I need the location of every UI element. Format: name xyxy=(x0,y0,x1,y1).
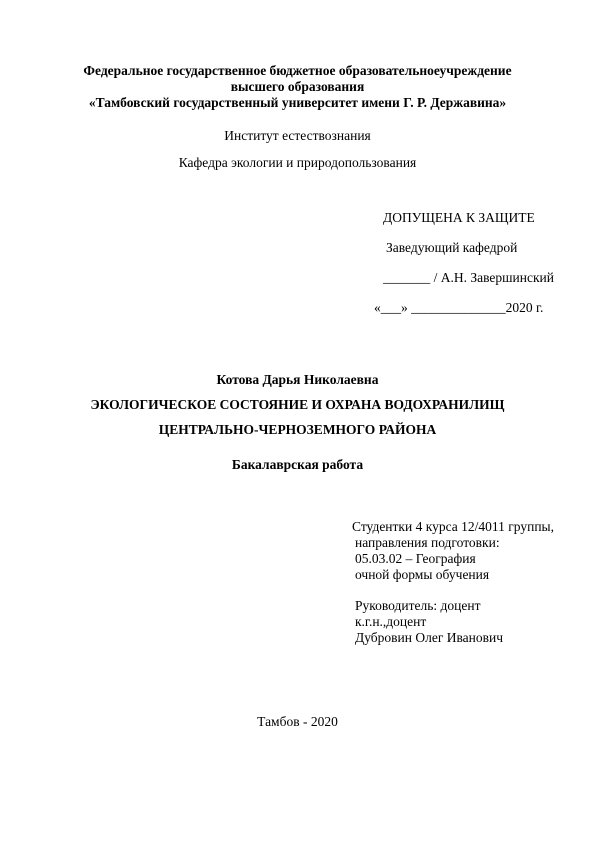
student-info-line-3: 05.03.02 – География xyxy=(355,551,476,566)
student-info-line-4: очной формы обучения xyxy=(355,567,490,582)
university-header-line-1: Федеральное государственное бюджетное образовательноеучреждение xyxy=(83,63,512,78)
supervisor-line-3: Дубровин Олег Иванович xyxy=(355,630,504,645)
supervisor-line-2: к.г.н.,доцент xyxy=(355,614,427,629)
author-name: Котова Дарья Николаевна xyxy=(216,372,379,387)
approval-role: Заведующий кафедрой xyxy=(386,240,518,255)
student-info-line-1: Студентки 4 курса 12/4011 группы, xyxy=(352,519,554,534)
approval-signature: _______ / А.Н. Завершинский xyxy=(383,270,555,285)
department-name: Кафедра экологии и природопользования xyxy=(178,155,417,170)
student-info-line-2: направления подготовки: xyxy=(355,535,500,550)
thesis-topic-line-1: ЭКОЛОГИЧЕСКОЕ СОСТОЯНИЕ И ОХРАНА ВОДОХРАНИЛИЩ xyxy=(90,397,505,412)
approval-date: «___» ______________2020 г. xyxy=(374,300,544,315)
university-header-line-3: «Тамбовский государственный университет имени Г. Р. Державина» xyxy=(88,95,507,110)
thesis-topic-line-2: ЦЕНТРАЛЬНО-ЧЕРНОЗЕМНОГО РАЙОНА xyxy=(158,422,437,437)
work-type: Бакалаврская работа xyxy=(231,457,364,472)
supervisor-line-1: Руководитель: доцент xyxy=(355,598,481,613)
institute-name: Институт естествознания xyxy=(224,128,371,143)
university-header-line-2: высшего образования xyxy=(230,79,365,94)
approval-title: ДОПУЩЕНА К ЗАЩИТЕ xyxy=(383,210,535,225)
city-year: Тамбов - 2020 xyxy=(257,714,338,729)
